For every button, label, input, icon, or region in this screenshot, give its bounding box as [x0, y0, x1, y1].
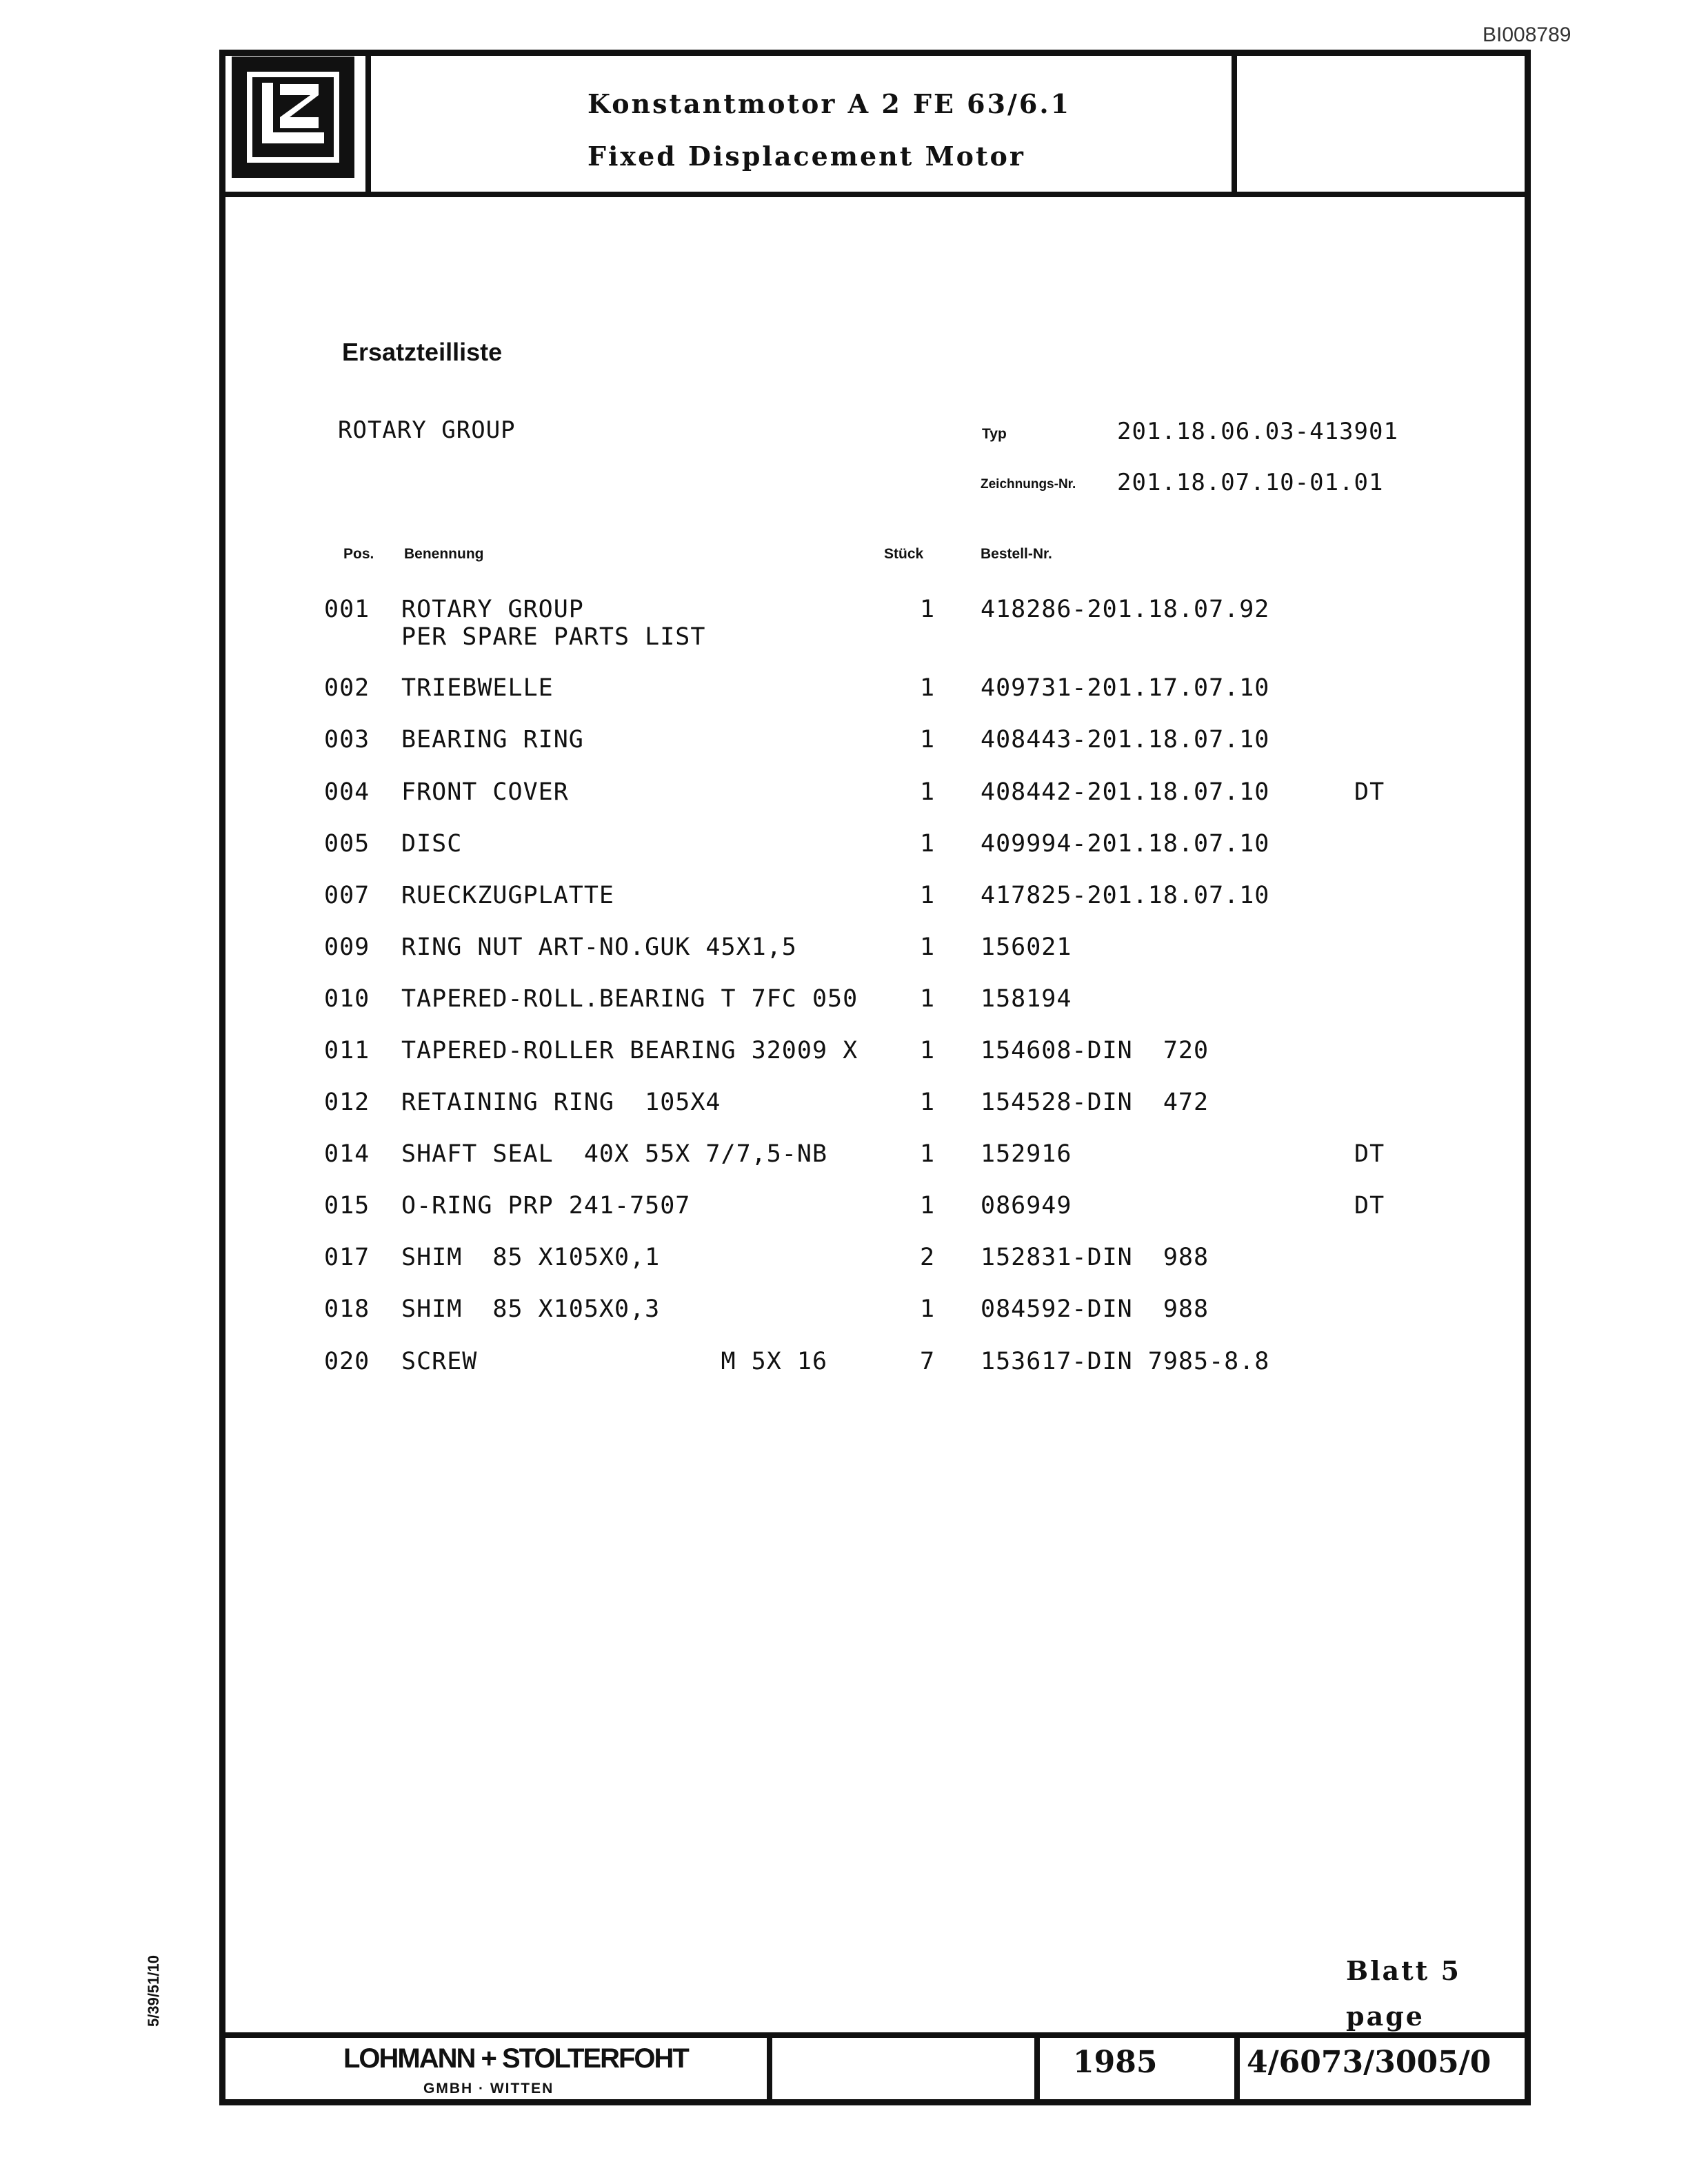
table-row: [0, 778, 1688, 820]
row-order: 409731-201.17.07.10: [981, 674, 1270, 702]
row-qty: 1: [920, 882, 936, 909]
footer-divider-2: [1034, 2032, 1040, 2105]
footer-year: 1985: [1073, 2045, 1158, 2080]
table-row: [0, 1037, 1688, 1078]
row-order: 154608-DIN 720: [981, 1037, 1209, 1064]
ls-logo-icon: [252, 77, 334, 157]
footer-divider: [219, 2032, 1531, 2038]
row-name: O-RING PRP 241-7507: [401, 1192, 691, 1220]
table-row: [0, 1140, 1688, 1182]
row-note: DT: [1354, 1140, 1385, 1168]
row-name: BEARING RING: [401, 726, 584, 754]
row-qty: 1: [920, 726, 936, 754]
row-name: RING NUT ART-NO.GUK 45X1,5: [401, 933, 797, 961]
typ-value: 201.18.06.03-413901: [1117, 418, 1398, 445]
row-name: ROTARY GROUP: [401, 596, 584, 623]
drawing-number-label: Zeichnungs-Nr.: [981, 477, 1076, 492]
row-order: 409994-201.18.07.10: [981, 830, 1270, 858]
table-row: [0, 674, 1688, 716]
col-qty: Stück: [884, 546, 924, 562]
row-name: TAPERED-ROLL.BEARING T 7FC 050: [401, 985, 858, 1013]
row-pos: 001: [324, 596, 370, 623]
row-name-line2: PER SPARE PARTS LIST: [401, 623, 706, 651]
row-pos: 002: [324, 674, 370, 702]
table-row: [0, 830, 1688, 871]
row-name: DISC: [401, 830, 463, 858]
table-row: [0, 1244, 1688, 1285]
row-qty: 1: [920, 674, 936, 702]
drawing-number-value: 201.18.07.10-01.01: [1117, 469, 1384, 496]
footer-company: LOHMANN + STOLTERFOHT: [343, 2043, 688, 2074]
row-pos: 007: [324, 882, 370, 909]
row-name: SHIM 85 X105X0,3: [401, 1295, 661, 1323]
row-pos: 003: [324, 726, 370, 754]
row-pos: 005: [324, 830, 370, 858]
sheet-page-label: page: [1346, 2001, 1425, 2032]
row-pos: 012: [324, 1089, 370, 1116]
row-name: RUECKZUGPLATTE: [401, 882, 615, 909]
row-qty: 1: [920, 1089, 936, 1116]
row-pos: 011: [324, 1037, 370, 1064]
group-name: ROTARY GROUP: [338, 416, 516, 444]
row-order: 084592-DIN 988: [981, 1295, 1209, 1323]
col-pos: Pos.: [343, 546, 374, 562]
row-name: SCREW M 5X 16: [401, 1348, 828, 1375]
row-order: 158194: [981, 985, 1072, 1013]
footer-divider-1: [767, 2032, 772, 2105]
row-pos: 017: [324, 1244, 370, 1271]
table-row: [0, 1295, 1688, 1337]
side-code: 5/39/51/10: [145, 1955, 162, 2027]
row-pos: 020: [324, 1348, 370, 1375]
typ-label: Typ: [982, 426, 1007, 442]
table-row: [0, 1192, 1688, 1233]
row-order: 154528-DIN 472: [981, 1089, 1209, 1116]
row-qty: 2: [920, 1244, 936, 1271]
row-order: 152916: [981, 1140, 1072, 1168]
row-pos: 004: [324, 778, 370, 806]
row-qty: 7: [920, 1348, 936, 1375]
title-english: Fixed Displacement Motor: [587, 141, 1025, 172]
row-qty: 1: [920, 1192, 936, 1220]
row-name: TRIEBWELLE: [401, 674, 554, 702]
row-qty: 1: [920, 778, 936, 806]
row-order: 417825-201.18.07.10: [981, 882, 1270, 909]
footer-company-sub: GMBH · WITTEN: [423, 2081, 554, 2096]
document-id: BI008789: [1483, 23, 1571, 46]
row-qty: 1: [920, 1140, 936, 1168]
title-german: Konstantmotor A 2 FE 63/6.1: [587, 88, 1072, 119]
table-row: [0, 985, 1688, 1027]
row-pos: 018: [324, 1295, 370, 1323]
row-order: 153617-DIN 7985-8.8: [981, 1348, 1270, 1375]
table-row-continuation: [0, 623, 1688, 665]
col-order: Bestell-Nr.: [981, 546, 1052, 562]
list-title: Ersatzteilliste: [342, 338, 503, 366]
row-name: RETAINING RING 105X4: [401, 1089, 721, 1116]
row-order: 086949: [981, 1192, 1072, 1220]
row-qty: 1: [920, 596, 936, 623]
row-order: 408443-201.18.07.10: [981, 726, 1270, 754]
row-order: 408442-201.18.07.10: [981, 778, 1270, 806]
row-qty: 1: [920, 985, 936, 1013]
footer-divider-3: [1234, 2032, 1240, 2105]
row-qty: 1: [920, 1295, 936, 1323]
col-name: Benennung: [404, 546, 484, 562]
row-pos: 015: [324, 1192, 370, 1220]
table-row: [0, 726, 1688, 767]
row-qty: 1: [920, 933, 936, 961]
header-divider: [219, 192, 1531, 197]
row-note: DT: [1354, 778, 1385, 806]
row-order: 418286-201.18.07.92: [981, 596, 1270, 623]
row-pos: 010: [324, 985, 370, 1013]
table-row: [0, 1348, 1688, 1389]
header-divider-right: [1232, 50, 1237, 194]
table-row: [0, 882, 1688, 923]
row-pos: 009: [324, 933, 370, 961]
row-name: FRONT COVER: [401, 778, 569, 806]
row-order: 152831-DIN 988: [981, 1244, 1209, 1271]
table-row: [0, 1089, 1688, 1130]
row-qty: 1: [920, 1037, 936, 1064]
row-note: DT: [1354, 1192, 1385, 1220]
header-divider-left: [365, 50, 371, 194]
row-name: TAPERED-ROLLER BEARING 32009 X: [401, 1037, 858, 1064]
sheet-number: Blatt 5: [1346, 1955, 1461, 1986]
row-qty: 1: [920, 830, 936, 858]
footer-reference: 4/6073/3005/0: [1247, 2045, 1491, 2080]
row-name: SHAFT SEAL 40X 55X 7/7,5-NB: [401, 1140, 828, 1168]
row-name: SHIM 85 X105X0,1: [401, 1244, 661, 1271]
row-order: 156021: [981, 933, 1072, 961]
table-row: [0, 933, 1688, 975]
row-pos: 014: [324, 1140, 370, 1168]
company-logo: [232, 57, 354, 178]
logo-mark: [247, 72, 339, 163]
